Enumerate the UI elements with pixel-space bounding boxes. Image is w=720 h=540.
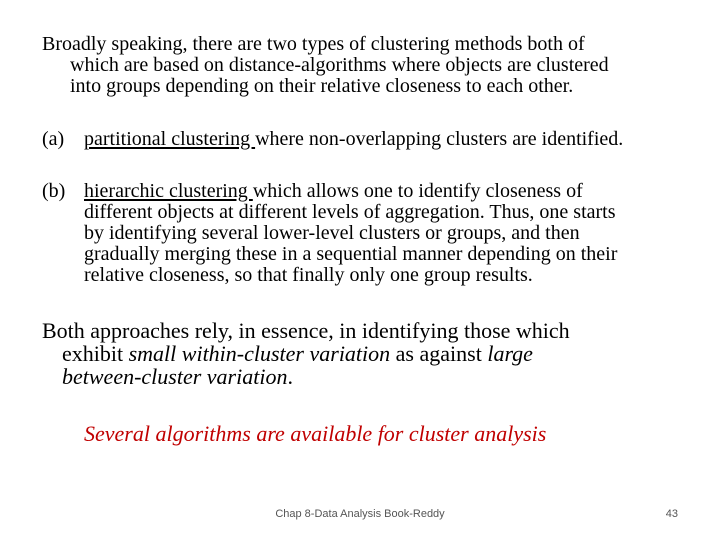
approaches-paragraph <box>42 319 682 388</box>
approaches-line-2 <box>42 342 682 365</box>
intro-line-2: which are based on distance-algorithms where objects are clustered <box>70 54 609 76</box>
approaches-line-1: Both approaches rely, in essence, in identifying those which <box>42 318 570 343</box>
item-text: which allows one to identify closeness of <box>252 180 583 202</box>
approaches-text: exhibit <box>62 341 129 366</box>
emphasis-within-cluster: small within-cluster variation <box>128 341 391 366</box>
approaches-text: . <box>287 364 293 389</box>
item-label: (b) <box>42 180 66 202</box>
approaches-text: as against <box>390 341 488 366</box>
intro-line-3: into groups depending on their relative closeness to each other. <box>70 75 574 97</box>
term-partitional-clustering: partitional clustering <box>84 128 256 150</box>
approaches-line-3 <box>42 365 682 388</box>
item-text-line: gradually merging these in a sequential manner depending on their <box>84 243 618 265</box>
intro-paragraph <box>42 34 682 97</box>
item-text-line: relative closeness, so that finally only one group results. <box>84 264 533 286</box>
list-item-partitional <box>42 129 702 150</box>
item-text-line: different objects at different levels of aggregation. Thus, one starts <box>84 201 616 223</box>
item-label: (a) <box>42 128 65 150</box>
page-number: 43 <box>665 508 678 520</box>
intro-line-1: Broadly speaking, there are two types of clustering methods both of <box>42 33 585 55</box>
item-text-line: by identifying several lower-level clusters or groups, and then <box>84 222 580 244</box>
list-item-hierarchic <box>42 181 702 286</box>
emphasis-between-cluster: between-cluster variation <box>62 364 288 389</box>
callout-text: Several algorithms are available for cluster analysis <box>84 421 547 446</box>
emphasis-large: large <box>487 341 533 366</box>
footer-source: Chap 8-Data Analysis Book-Reddy <box>275 508 445 520</box>
term-hierarchic-clustering: hierarchic clustering <box>84 180 253 202</box>
item-text: where non-overlapping clusters are identified. <box>255 128 624 150</box>
